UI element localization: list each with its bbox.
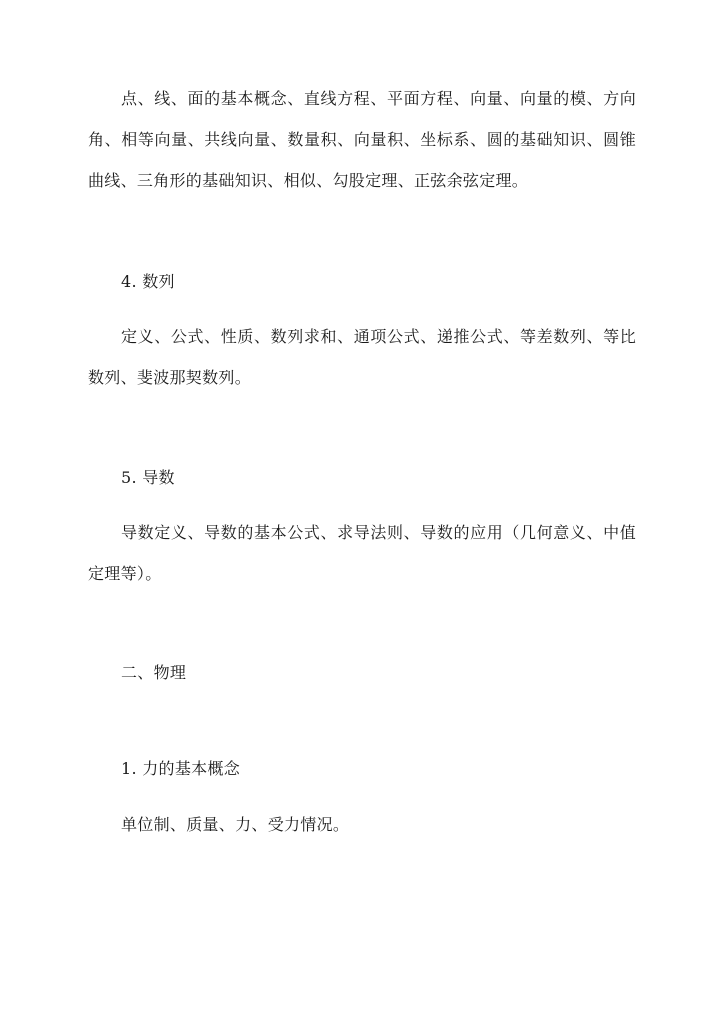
section-heading-force-concepts: 1. 力的基本概念	[121, 759, 241, 778]
section-body-force-concepts: 单位制、质量、力、受力情况。	[121, 815, 350, 834]
part-heading-physics: 二、物理	[121, 663, 187, 682]
intro-paragraph: 点、线、面的基本概念、直线方程、平面方程、向量、向量的模、方向角、相等向量、共线向量、数量积、向量积、坐标系、圆的基础知识、圆锥曲线、三角形的基础知识、相似、勾股定理、正弦余弦定理。	[88, 89, 636, 190]
section-body-derivatives: 导数定义、导数的基本公式、求导法则、导数的应用（几何意义、中值定理等）。	[88, 523, 636, 583]
section-heading-derivatives: 5. 导数	[121, 468, 175, 487]
section-body-sequences: 定义、公式、性质、数列求和、通项公式、递推公式、等差数列、等比数列、斐波那契数列。	[88, 327, 636, 387]
section-heading-sequences: 4. 数列	[121, 272, 175, 291]
